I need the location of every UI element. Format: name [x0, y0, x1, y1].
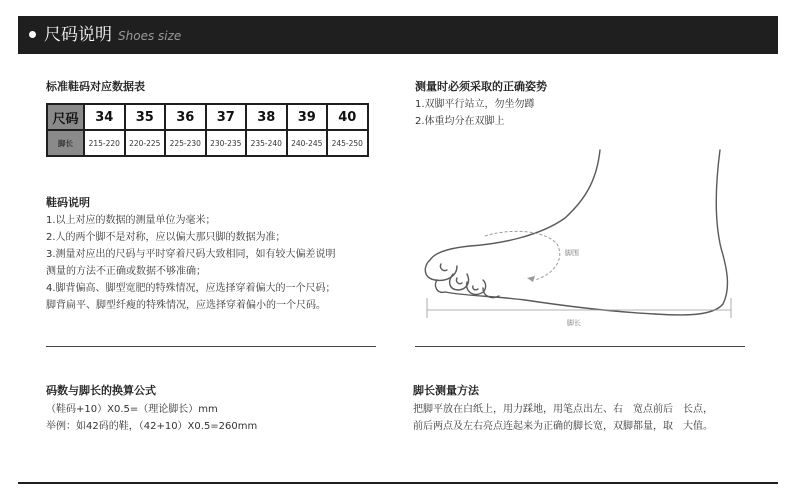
size-cell: 40	[327, 104, 368, 130]
length-label: 脚长	[567, 319, 581, 327]
measure-method-title: 脚长测量方法	[413, 384, 479, 397]
length-cell: 235-240	[246, 130, 287, 156]
length-cell: 215-220	[84, 130, 125, 156]
foot-diagram	[415, 148, 745, 338]
size-note-line: 测量的方法不正确或数据不够准确；	[46, 266, 206, 277]
divider-left	[46, 346, 376, 347]
divider-right	[415, 346, 745, 347]
section-title: 尺码说明	[44, 25, 112, 45]
bottom-border	[18, 482, 778, 484]
size-cell: 35	[125, 104, 166, 130]
size-note-line: 3.测量对应出的尺码与平时穿着尺码大致相同，如有较大偏差说明	[46, 249, 336, 260]
foot-illustration-icon	[415, 148, 745, 338]
size-cell: 37	[206, 104, 247, 130]
size-notes-text	[46, 212, 336, 314]
measure-method-text	[413, 401, 713, 435]
section-subtitle: Shoes size	[118, 29, 182, 43]
posture-text	[415, 96, 535, 130]
measure-method-line: 前后两点及左右亮点连起来为正确的脚长宽，双脚都量，取 大值。	[413, 421, 713, 432]
size-cell: 39	[287, 104, 328, 130]
length-cell: 240-245	[287, 130, 328, 156]
size-note-line: 2.人的两个脚不是对称，应以偏大那只脚的数据为准；	[46, 232, 286, 243]
formula-title: 码数与脚长的换算公式	[46, 384, 156, 397]
size-cell: 38	[246, 104, 287, 130]
section-header	[18, 16, 778, 54]
length-cell: 220-225	[125, 130, 166, 156]
formula-line: （鞋码+10）X0.5=（理论脚长）mm	[46, 404, 218, 415]
size-note-line: 4.脚背偏高、脚型宽肥的特殊情况，应选择穿着偏大的一个尺码；	[46, 283, 336, 294]
formula-line: 举例：如42码的鞋，（42+10）X0.5=260mm	[46, 421, 258, 432]
formula-text	[46, 401, 257, 435]
posture-line: 1.双脚平行站立，勿坐勿蹲	[415, 99, 535, 110]
size-note-line: 1.以上对应的数据的测量单位为毫米；	[46, 215, 216, 226]
size-row	[47, 104, 368, 130]
length-row	[47, 130, 368, 156]
size-note-line: 脚背扁平、脚型纤瘦的特殊情况，应选择穿着偏小的一个尺码。	[46, 300, 326, 311]
length-cell: 225-230	[165, 130, 206, 156]
size-table	[46, 103, 369, 157]
length-cell: 230-235	[206, 130, 247, 156]
length-row-label: 脚长	[47, 130, 84, 156]
size-cell: 34	[84, 104, 125, 130]
posture-line: 2.体重均分在双脚上	[415, 116, 505, 127]
length-cell: 245-250	[327, 130, 368, 156]
size-table-title: 标准鞋码对应数据表	[46, 80, 145, 93]
size-cell: 36	[165, 104, 206, 130]
measure-method-line: 把脚平放在白纸上，用力踩地，用笔点出左、右 宽点前后 长点，	[413, 404, 713, 415]
bullet-dot-icon	[29, 31, 36, 38]
size-row-label: 尺码	[47, 104, 84, 130]
size-notes-title: 鞋码说明	[46, 196, 90, 209]
girth-label: 脚围	[565, 249, 579, 257]
posture-title: 测量时必须采取的正确姿势	[415, 80, 547, 93]
